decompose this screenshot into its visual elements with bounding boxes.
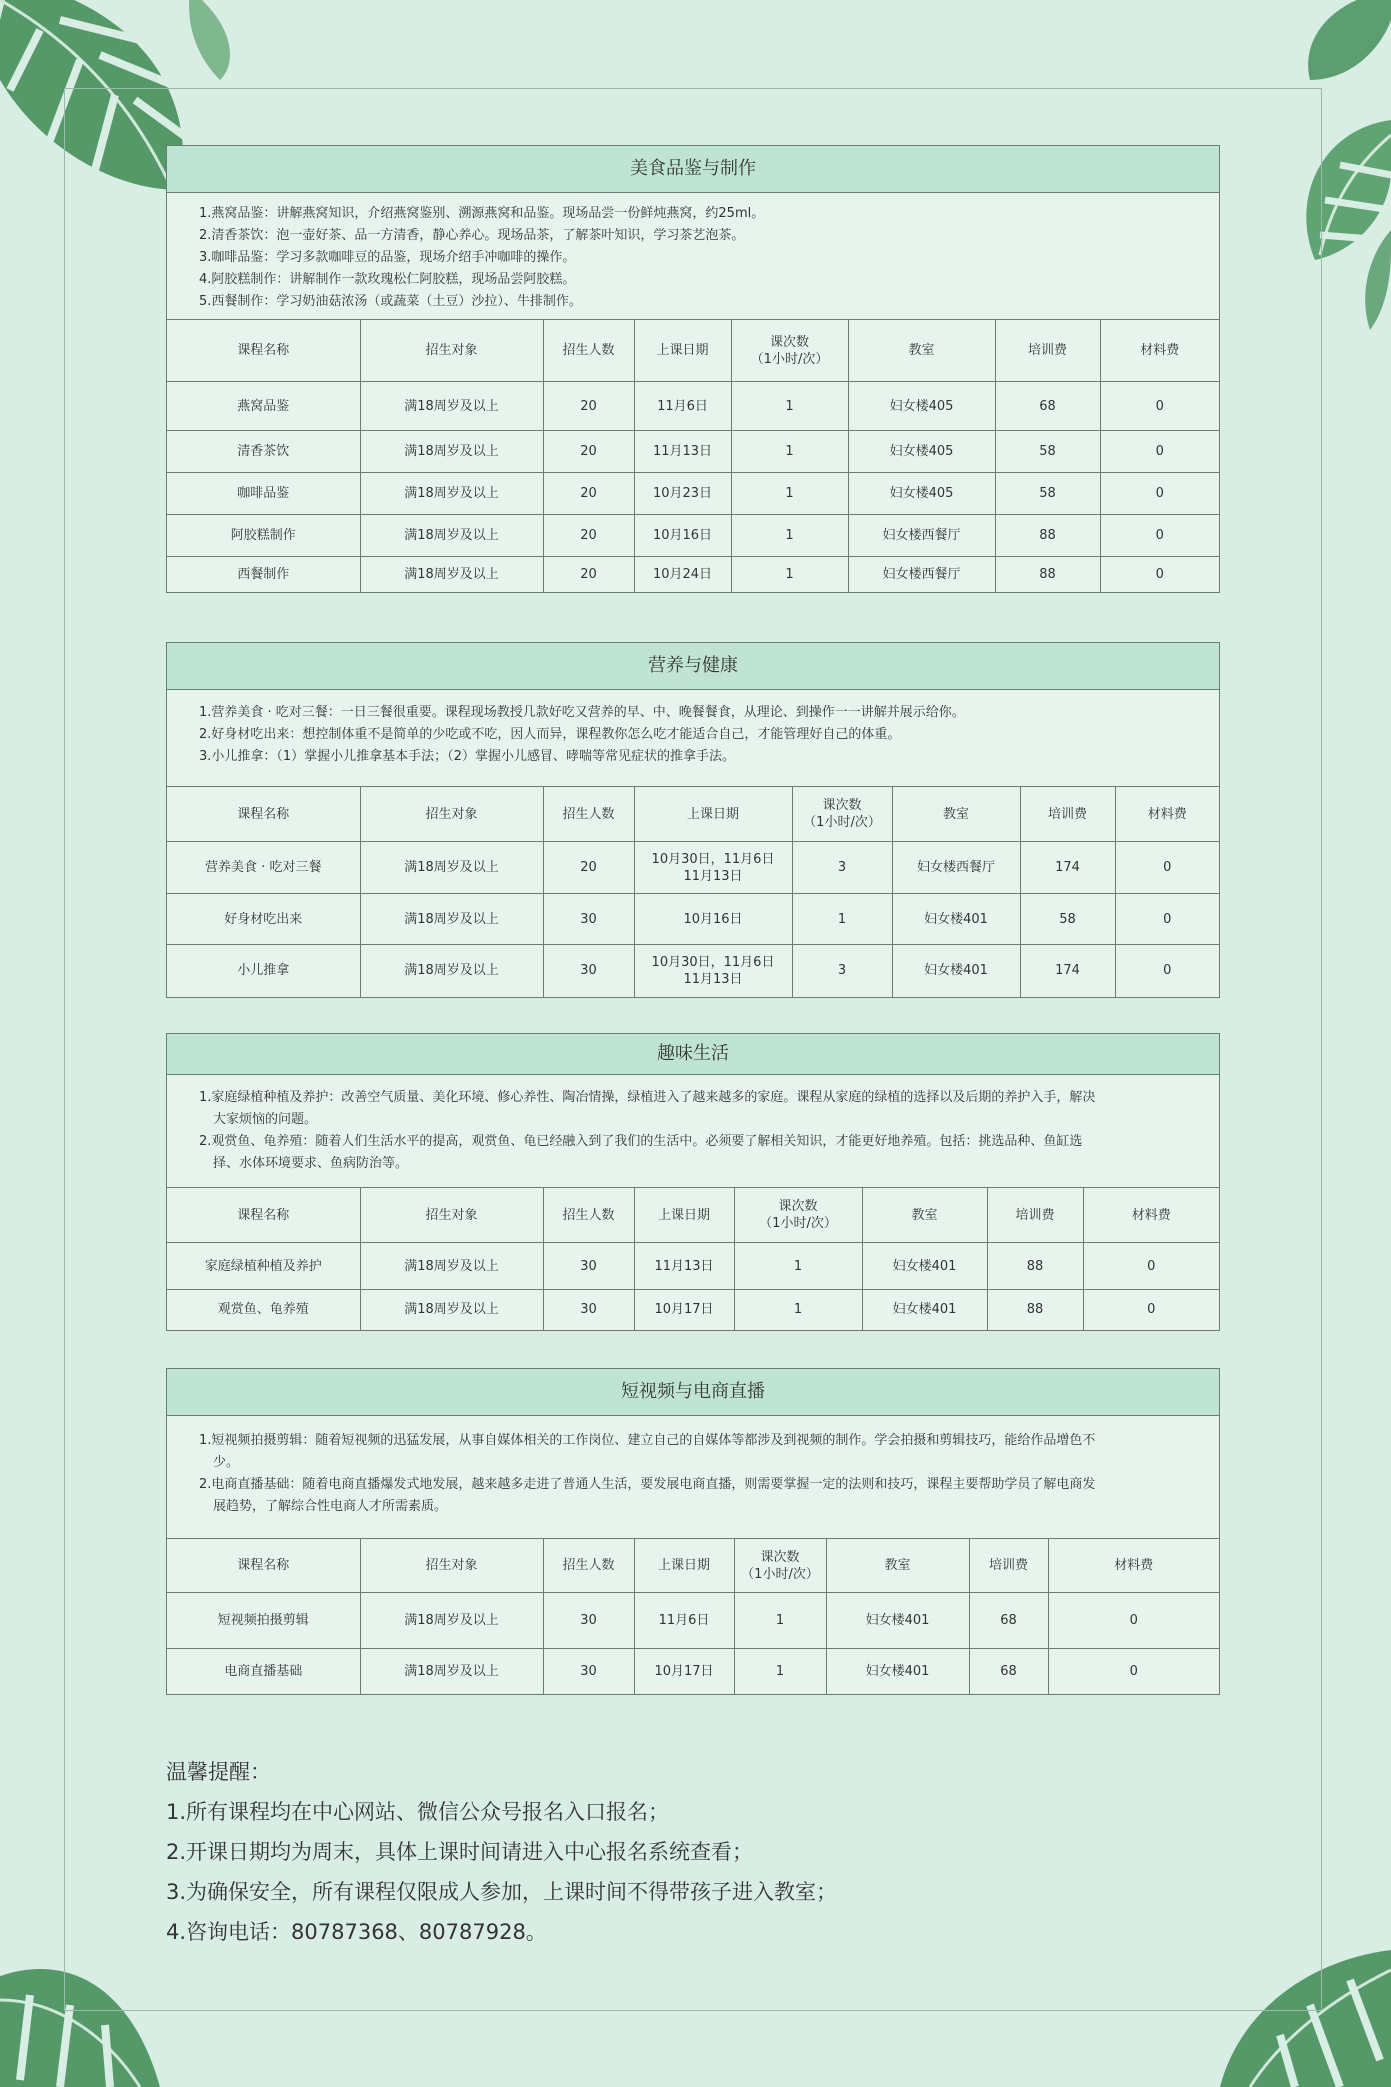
cell: 满18周岁及以上 xyxy=(360,515,543,557)
cell: 3 xyxy=(792,945,892,997)
header-target: 招生对象 xyxy=(360,320,543,382)
cell: 阿胶糕制作 xyxy=(167,515,360,557)
cell: 妇女楼401 xyxy=(892,894,1020,945)
cell: 0 xyxy=(1100,382,1219,431)
header-sessions: 课次数 （1小时/次） xyxy=(792,787,892,842)
cell: 11月6日 xyxy=(634,1593,734,1649)
cell: 短视频拍摄剪辑 xyxy=(167,1593,360,1649)
desc-line: 2.观赏鱼、龟养殖：随着人们生活水平的提高，观赏鱼、龟已经融入到了我们的生活中。必须要了解相关知识，才能更好地养殖。包括：挑选品种、鱼缸选择、水体环境要求、鱼病防治等。 xyxy=(199,1134,1083,1171)
cell: 174 xyxy=(1020,945,1115,997)
desc-line: 2.电商直播基础：随着电商直播爆发式地发展，越来越多走进了普通人生活，要发展电商直播，则需要掌握一定的法则和技巧，课程主要帮助学员了解电商发展趋势，了解综合性电商人才所需素质。 xyxy=(199,1477,1096,1514)
cell: 88 xyxy=(995,515,1100,557)
cell: 妇女楼401 xyxy=(862,1243,987,1290)
cell: 0 xyxy=(1083,1290,1219,1330)
header-date: 上课日期 xyxy=(634,787,792,842)
reminder-item: 3.为确保安全，所有课程仅限成人参加，上课时间不得带孩子进入教室； xyxy=(166,1880,838,1904)
cell: 0 xyxy=(1100,473,1219,515)
section-description xyxy=(167,1075,1219,1187)
cell: 妇女楼401 xyxy=(826,1593,969,1649)
cell: 11月13日 xyxy=(634,1243,734,1290)
cell: 30 xyxy=(543,1243,634,1290)
table-row xyxy=(167,1243,1219,1290)
cell: 0 xyxy=(1100,557,1219,592)
header-classroom: 教室 xyxy=(848,320,995,382)
reminder-title: 温馨提醒： xyxy=(166,1760,271,1784)
cell: 11月6日 xyxy=(634,382,731,431)
header-target: 招生对象 xyxy=(360,787,543,842)
cell: 妇女楼401 xyxy=(826,1649,969,1694)
header-sessions: 课次数 （1小时/次） xyxy=(731,320,848,382)
cell: 1 xyxy=(734,1593,826,1649)
course-table xyxy=(167,786,1219,997)
cell: 满18周岁及以上 xyxy=(360,1649,543,1694)
header-training-fee: 培训费 xyxy=(969,1539,1048,1593)
desc-line: 2.清香茶饮：泡一壶好茶、品一方清香，静心养心。现场品茶，了解茶叶知识，学习茶艺泡茶。 xyxy=(199,228,745,243)
cell: 10月23日 xyxy=(634,473,731,515)
cell: 30 xyxy=(543,945,634,997)
header-training-fee: 培训费 xyxy=(995,320,1100,382)
cell: 燕窝品鉴 xyxy=(167,382,360,431)
desc-line: 1.燕窝品鉴：讲解燕窝知识，介绍燕窝鉴别、溯源燕窝和品鉴。现场品尝一份鲜炖燕窝，约25ml。 xyxy=(199,206,765,221)
cell: 0 xyxy=(1115,842,1219,894)
desc-line: 2.好身材吃出来：想控制体重不是简单的少吃或不吃，因人而异，课程教你怎么吃才能适合自己，才能管理好自己的体重。 xyxy=(199,727,901,742)
cell: 0 xyxy=(1048,1649,1219,1694)
cell: 1 xyxy=(792,894,892,945)
cell: 20 xyxy=(543,515,634,557)
header-sessions: 课次数 （1小时/次） xyxy=(734,1539,826,1593)
cell: 68 xyxy=(995,382,1100,431)
course-table xyxy=(167,1538,1219,1694)
header-material-fee: 材料费 xyxy=(1115,787,1219,842)
cell: 0 xyxy=(1083,1243,1219,1290)
cell: 0 xyxy=(1048,1593,1219,1649)
section-short-video-live xyxy=(166,1368,1220,1695)
section-description xyxy=(167,690,1219,786)
cell: 0 xyxy=(1100,515,1219,557)
header-course-name: 课程名称 xyxy=(167,320,360,382)
cell: 满18周岁及以上 xyxy=(360,945,543,997)
reminder-item: 2.开课日期均为周末，具体上课时间请进入中心报名系统查看； xyxy=(166,1840,754,1864)
cell: 妇女楼西餐厅 xyxy=(848,557,995,592)
header-course-name: 课程名称 xyxy=(167,1188,360,1243)
cell: 1 xyxy=(731,431,848,473)
header-enrollment: 招生人数 xyxy=(543,1539,634,1593)
cell: 1 xyxy=(731,382,848,431)
section-title: 美食品鉴与制作 xyxy=(167,146,1219,193)
table-row xyxy=(167,1290,1219,1330)
table-row xyxy=(167,1649,1219,1694)
reminder-notes xyxy=(166,1752,1166,1952)
cell: 3 xyxy=(792,842,892,894)
cell: 满18周岁及以上 xyxy=(360,1243,543,1290)
desc-line: 3.咖啡品鉴：学习多款咖啡豆的品鉴，现场介绍手冲咖啡的操作。 xyxy=(199,250,576,265)
table-row xyxy=(167,1593,1219,1649)
cell: 咖啡品鉴 xyxy=(167,473,360,515)
cell: 10月30日，11月6日 11月13日 xyxy=(634,945,792,997)
cell: 30 xyxy=(543,1593,634,1649)
header-classroom: 教室 xyxy=(826,1539,969,1593)
table-header-row xyxy=(167,1188,1219,1243)
table-header-row xyxy=(167,1539,1219,1593)
table-row xyxy=(167,557,1219,592)
cell: 20 xyxy=(543,557,634,592)
desc-line: 1.营养美食 · 吃对三餐：一日三餐很重要。课程现场教授几款好吃又营养的早、中、晚餐餐食，从理论、到操作一一讲解并展示给你。 xyxy=(199,705,965,720)
table-header-row xyxy=(167,320,1219,382)
section-food-tasting xyxy=(166,145,1220,593)
cell: 家庭绿植种植及养护 xyxy=(167,1243,360,1290)
cell: 清香茶饮 xyxy=(167,431,360,473)
cell: 10月17日 xyxy=(634,1649,734,1694)
cell: 10月16日 xyxy=(634,894,792,945)
header-enrollment: 招生人数 xyxy=(543,787,634,842)
cell: 好身材吃出来 xyxy=(167,894,360,945)
cell: 小儿推拿 xyxy=(167,945,360,997)
cell: 妇女楼401 xyxy=(862,1290,987,1330)
table-row xyxy=(167,382,1219,431)
cell: 10月17日 xyxy=(634,1290,734,1330)
cell: 20 xyxy=(543,382,634,431)
cell: 68 xyxy=(969,1649,1048,1694)
cell: 1 xyxy=(734,1290,862,1330)
header-date: 上课日期 xyxy=(634,1188,734,1243)
header-date: 上课日期 xyxy=(634,1539,734,1593)
cell: 妇女楼405 xyxy=(848,382,995,431)
cell: 观赏鱼、龟养殖 xyxy=(167,1290,360,1330)
cell: 20 xyxy=(543,431,634,473)
cell: 11月13日 xyxy=(634,431,731,473)
cell: 满18周岁及以上 xyxy=(360,1593,543,1649)
cell: 88 xyxy=(987,1243,1083,1290)
reminder-item: 4.咨询电话：80787368、80787928。 xyxy=(166,1920,547,1944)
desc-line: 3.小儿推拿：（1）掌握小儿推拿基本手法；（2）掌握小儿感冒、哮喘等常见症状的推拿手法。 xyxy=(199,749,735,764)
table-row xyxy=(167,473,1219,515)
header-target: 招生对象 xyxy=(360,1539,543,1593)
header-sessions: 课次数 （1小时/次） xyxy=(734,1188,862,1243)
cell: 妇女楼405 xyxy=(848,431,995,473)
section-title: 营养与健康 xyxy=(167,643,1219,690)
cell: 10月24日 xyxy=(634,557,731,592)
header-material-fee: 材料费 xyxy=(1100,320,1219,382)
cell: 电商直播基础 xyxy=(167,1649,360,1694)
cell: 20 xyxy=(543,842,634,894)
cell: 30 xyxy=(543,1290,634,1330)
cell: 0 xyxy=(1115,945,1219,997)
table-row xyxy=(167,945,1219,997)
header-material-fee: 材料费 xyxy=(1083,1188,1219,1243)
cell: 30 xyxy=(543,1649,634,1694)
table-row xyxy=(167,515,1219,557)
cell: 58 xyxy=(995,473,1100,515)
table-row xyxy=(167,894,1219,945)
section-description xyxy=(167,1416,1219,1538)
section-title: 短视频与电商直播 xyxy=(167,1369,1219,1416)
header-course-name: 课程名称 xyxy=(167,1539,360,1593)
table-row xyxy=(167,431,1219,473)
cell: 1 xyxy=(731,473,848,515)
cell: 妇女楼401 xyxy=(892,945,1020,997)
desc-line: 5.西餐制作：学习奶油菇浓汤（或蔬菜（土豆）沙拉）、牛排制作。 xyxy=(199,294,582,309)
header-classroom: 教室 xyxy=(862,1188,987,1243)
desc-line: 4.阿胶糕制作：讲解制作一款玫瑰松仁阿胶糕，现场品尝阿胶糕。 xyxy=(199,272,576,287)
reminder-item: 1.所有课程均在中心网站、微信公众号报名入口报名； xyxy=(166,1800,670,1824)
header-training-fee: 培训费 xyxy=(987,1188,1083,1243)
cell: 满18周岁及以上 xyxy=(360,382,543,431)
header-course-name: 课程名称 xyxy=(167,787,360,842)
cell: 0 xyxy=(1115,894,1219,945)
cell: 88 xyxy=(995,557,1100,592)
cell: 满18周岁及以上 xyxy=(360,842,543,894)
cell: 58 xyxy=(1020,894,1115,945)
course-table xyxy=(167,319,1219,592)
cell: 满18周岁及以上 xyxy=(360,894,543,945)
cell: 满18周岁及以上 xyxy=(360,1290,543,1330)
header-enrollment: 招生人数 xyxy=(543,1188,634,1243)
cell: 174 xyxy=(1020,842,1115,894)
cell: 妇女楼西餐厅 xyxy=(892,842,1020,894)
table-header-row xyxy=(167,787,1219,842)
section-title: 趣味生活 xyxy=(167,1034,1219,1075)
cell: 满18周岁及以上 xyxy=(360,473,543,515)
cell: 88 xyxy=(987,1290,1083,1330)
header-training-fee: 培训费 xyxy=(1020,787,1115,842)
cell: 满18周岁及以上 xyxy=(360,431,543,473)
cell: 满18周岁及以上 xyxy=(360,557,543,592)
header-enrollment: 招生人数 xyxy=(543,320,634,382)
header-classroom: 教室 xyxy=(892,787,1020,842)
cell: 68 xyxy=(969,1593,1048,1649)
course-table xyxy=(167,1187,1219,1330)
cell: 10月30日，11月6日 11月13日 xyxy=(634,842,792,894)
header-target: 招生对象 xyxy=(360,1188,543,1243)
cell: 1 xyxy=(734,1649,826,1694)
cell: 0 xyxy=(1100,431,1219,473)
section-description xyxy=(167,193,1219,319)
cell: 营养美食 · 吃对三餐 xyxy=(167,842,360,894)
section-nutrition-health xyxy=(166,642,1220,998)
desc-line: 1.短视频拍摄剪辑：随着短视频的迅猛发展，从事自媒体相关的工作岗位、建立自己的自媒体等都涉及到视频的制作。学会拍摄和剪辑技巧，能给作品增色不少。 xyxy=(199,1433,1096,1470)
section-fun-life xyxy=(166,1033,1220,1331)
header-date: 上课日期 xyxy=(634,320,731,382)
cell: 30 xyxy=(543,894,634,945)
cell: 10月16日 xyxy=(634,515,731,557)
cell: 西餐制作 xyxy=(167,557,360,592)
cell: 妇女楼西餐厅 xyxy=(848,515,995,557)
cell: 20 xyxy=(543,473,634,515)
cell: 58 xyxy=(995,431,1100,473)
header-material-fee: 材料费 xyxy=(1048,1539,1219,1593)
cell: 1 xyxy=(731,515,848,557)
cell: 1 xyxy=(734,1243,862,1290)
desc-line: 1.家庭绿植种植及养护：改善空气质量、美化环境、修心养性、陶冶情操，绿植进入了越来越多的家庭。课程从家庭的绿植的选择以及后期的养护入手，解决大家烦恼的问题。 xyxy=(199,1090,1096,1127)
table-row xyxy=(167,842,1219,894)
cell: 1 xyxy=(731,557,848,592)
cell: 妇女楼405 xyxy=(848,473,995,515)
